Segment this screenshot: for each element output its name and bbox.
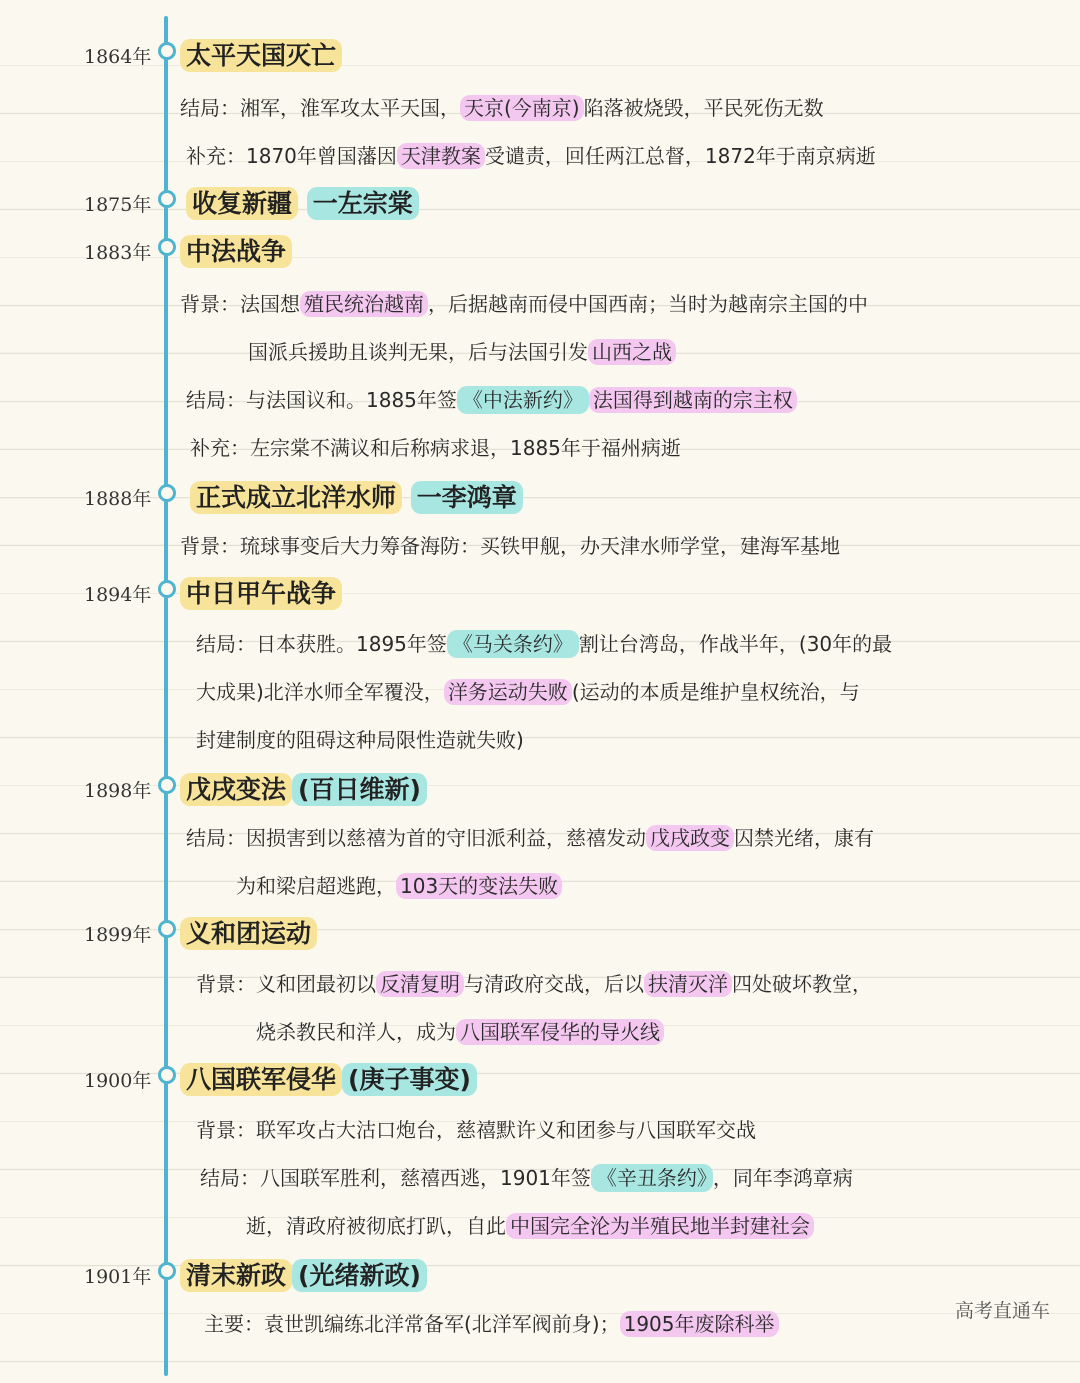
- timeline-node: [158, 190, 176, 208]
- event-line: 背景：联军攻占大沽口炮台，慈禧默许义和团参与八国联军交战: [196, 1118, 756, 1142]
- event-line: 为和梁启超逃跑， 103天的变法失败: [236, 870, 562, 899]
- year-label: 1864年: [84, 46, 152, 68]
- event-title: 中法战争: [180, 232, 292, 268]
- timeline-node: [158, 42, 176, 60]
- event-line: 国派兵援助且谈判无果，后与法国引发 山西之战: [248, 336, 676, 365]
- event-line: 背景：琉球事变后大力筹备海防：买铁甲舰，办天津水师学堂，建海军基地: [180, 534, 840, 558]
- event-title: 戊戌变法 (百日维新): [180, 770, 427, 806]
- timeline-node: [158, 1066, 176, 1084]
- year-label: 1900年: [84, 1070, 152, 1092]
- event-title: 正式成立北洋水师 一李鸿章: [190, 478, 523, 514]
- watermark: 高考直通车: [954, 1300, 1050, 1322]
- event-title: 收复新疆 一左宗棠: [186, 184, 419, 220]
- event-line: 背景：义和团最初以 反清复明 与清政府交战，后以 扶清灭洋 四处破坏教堂，: [196, 972, 872, 996]
- year-label: 1898年: [84, 780, 152, 802]
- event-title: 太平天国灭亡: [180, 36, 342, 72]
- event-title: 清末新政 (光绪新政): [180, 1256, 427, 1292]
- event-line: 背景：法国想 殖民统治越南 ，后据越南而侵中国西南；当时为越南宗主国的中: [180, 292, 868, 316]
- event-line: 烧杀教民和洋人，成为 八国联军侵华的导火线: [256, 1016, 664, 1045]
- event-line: 结局：湘军，淮军攻太平天国， 天京(今南京) 陷落被烧毁，平民死伤无数: [180, 96, 824, 120]
- timeline-node: [158, 1262, 176, 1280]
- event-line: 补充：1870年曾国藩因 天津教案 受谴责，回任两江总督，1872年于南京病逝: [186, 144, 876, 168]
- event-line: 大成果)北洋水师全军覆没， 洋务运动失败 (运动的本质是维护皇权统治，与: [196, 680, 860, 704]
- timeline-node: [158, 776, 176, 794]
- event-line: 主要：袁世凯编练北洋常备军(北洋军阀前身)； 1905年废除科举: [204, 1308, 779, 1337]
- year-label: 1894年: [84, 584, 152, 606]
- year-label: 1888年: [84, 488, 152, 510]
- year-label: 1883年: [84, 242, 152, 264]
- event-title: 中日甲午战争: [180, 574, 342, 610]
- event-line: 结局：八国联军胜利，慈禧西逃，1901年签 《辛丑条约》 ，同年李鸿章病: [200, 1166, 853, 1190]
- event-line: 封建制度的阻碍这种局限性造就失败): [196, 728, 524, 752]
- year-label: 1901年: [84, 1266, 152, 1288]
- event-line: 逝，清政府被彻底打趴，自此 中国完全沦为半殖民地半封建社会: [246, 1210, 814, 1239]
- timeline-node: [158, 920, 176, 938]
- timeline-node: [158, 580, 176, 598]
- event-line: 结局：日本获胜。1895年签 《马关条约》 割让台湾岛，作战半年，(30年的最: [196, 632, 893, 656]
- year-label: 1899年: [84, 924, 152, 946]
- year-label: 1875年: [84, 194, 152, 216]
- event-line: 结局：因损害到以慈禧为首的守旧派利益，慈禧发动 戊戌政变 囚禁光绪，康有: [186, 826, 874, 850]
- event-line: 补充：左宗棠不满议和后称病求退，1885年于福州病逝: [190, 436, 681, 460]
- event-title: 八国联军侵华 (庚子事变): [180, 1060, 477, 1096]
- timeline-node: [158, 484, 176, 502]
- timeline-axis: [164, 16, 168, 1376]
- timeline-node: [158, 238, 176, 256]
- event-title: 义和团运动: [180, 914, 317, 950]
- event-line: 结局：与法国议和。1885年签 《中法新约》 法国得到越南的宗主权: [186, 384, 797, 413]
